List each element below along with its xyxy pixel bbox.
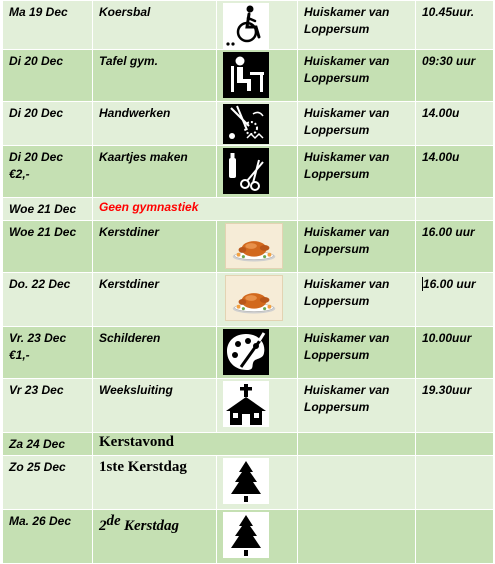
activity-cell: Handwerken	[93, 102, 217, 146]
date-cell: Woe 21 Dec	[3, 221, 93, 273]
location-cell: Huiskamer van Loppersum	[298, 327, 416, 379]
location-cell	[298, 433, 416, 456]
location-cell	[298, 510, 416, 564]
time-cell: 16.00 uur	[416, 221, 494, 273]
time-cell: 10.45uur.	[416, 1, 494, 50]
activity-text: Kerstavond	[99, 434, 174, 450]
activity-number: 2	[99, 518, 107, 534]
date-cell: Ma. 26 Dec	[3, 510, 93, 564]
activity-schedule-table	[2, 0, 494, 564]
table-row	[3, 1, 494, 50]
activity-cell: Kerstdiner	[93, 273, 217, 327]
roast-turkey-icon	[225, 275, 283, 321]
location-cell: Huiskamer van Loppersum	[298, 1, 416, 50]
cancel-notice: Geen gymnastiek	[93, 198, 298, 221]
table-row	[3, 198, 494, 221]
glue-scissors-icon	[223, 148, 269, 194]
price-label: €2,-	[9, 167, 30, 181]
table-row	[3, 273, 494, 327]
date-label: Vr. 23 Dec	[9, 331, 67, 345]
icon-cell	[217, 273, 298, 327]
icon-cell	[217, 221, 298, 273]
location-cell: Huiskamer van Loppersum	[298, 50, 416, 102]
table-row	[3, 327, 494, 379]
date-cell: Di 20 Dec	[3, 50, 93, 102]
icon-cell	[217, 102, 298, 146]
table-row	[3, 50, 494, 102]
christmas-tree-icon	[223, 512, 269, 558]
wheelchair-icon	[223, 3, 269, 49]
activity-cell: Kaartjes maken	[93, 146, 217, 198]
location-cell: Huiskamer van Loppersum	[298, 221, 416, 273]
table-row	[3, 433, 494, 456]
activity-cell: Kerstdiner	[93, 221, 217, 273]
date-cell: Do. 22 Dec	[3, 273, 93, 327]
location-cell	[298, 456, 416, 510]
price-label: €1,-	[9, 348, 30, 362]
time-cell: 14.00u	[416, 102, 494, 146]
time-cell: 10.00uur	[416, 327, 494, 379]
table-row	[3, 379, 494, 433]
knitting-icon	[223, 104, 269, 144]
church-icon	[223, 381, 269, 427]
christmas-tree-icon	[223, 458, 269, 504]
table-row	[3, 146, 494, 198]
activity-cell: Tafel gym.	[93, 50, 217, 102]
time-cell: 19.30uur	[416, 379, 494, 433]
location-cell: Huiskamer van Loppersum	[298, 102, 416, 146]
date-cell: Za 24 Dec	[3, 433, 93, 456]
icon-cell	[217, 1, 298, 50]
table-row	[3, 510, 494, 564]
date-cell	[3, 327, 93, 379]
paint-palette-icon	[223, 329, 269, 375]
roast-turkey-icon	[225, 223, 283, 269]
icon-cell	[217, 50, 298, 102]
icon-cell	[217, 456, 298, 510]
date-cell: Zo 25 Dec	[3, 456, 93, 510]
activity-cell	[93, 456, 217, 510]
location-cell: Huiskamer van Loppersum	[298, 146, 416, 198]
time-cell: 09:30 uur	[416, 50, 494, 102]
activity-cell: Weeksluiting	[93, 379, 217, 433]
activity-cell: Koersbal	[93, 1, 217, 50]
table-row	[3, 456, 494, 510]
time-cell	[416, 433, 494, 456]
location-cell: Huiskamer van Loppersum	[298, 379, 416, 433]
date-cell	[3, 146, 93, 198]
date-cell: Di 20 Dec	[3, 102, 93, 146]
date-cell: Woe 21 Dec	[3, 198, 93, 221]
icon-cell	[217, 510, 298, 564]
date-cell: Ma 19 Dec	[3, 1, 93, 50]
location-cell	[298, 198, 416, 221]
table-row	[3, 221, 494, 273]
time-text[interactable]: 16.00 uur	[423, 277, 476, 291]
activity-cell	[93, 433, 298, 456]
time-cell	[416, 510, 494, 564]
activity-suffix: de	[106, 513, 121, 529]
activity-cell: Schilderen	[93, 327, 217, 379]
location-cell: Huiskamer van Loppersum	[298, 273, 416, 327]
date-cell: Vr 23 Dec	[3, 379, 93, 433]
icon-cell	[217, 327, 298, 379]
icon-cell	[217, 379, 298, 433]
time-cell	[416, 273, 494, 327]
time-cell: 14.00u	[416, 146, 494, 198]
activity-text: 1ste Kerstdag	[99, 459, 187, 475]
time-cell	[416, 198, 494, 221]
time-cell	[416, 456, 494, 510]
icon-cell	[217, 146, 298, 198]
table-exercise-icon	[223, 52, 269, 98]
activity-text: Kerstdag	[124, 518, 180, 534]
date-label: Di 20 Dec	[9, 150, 64, 164]
activity-cell	[93, 510, 217, 564]
table-row	[3, 102, 494, 146]
